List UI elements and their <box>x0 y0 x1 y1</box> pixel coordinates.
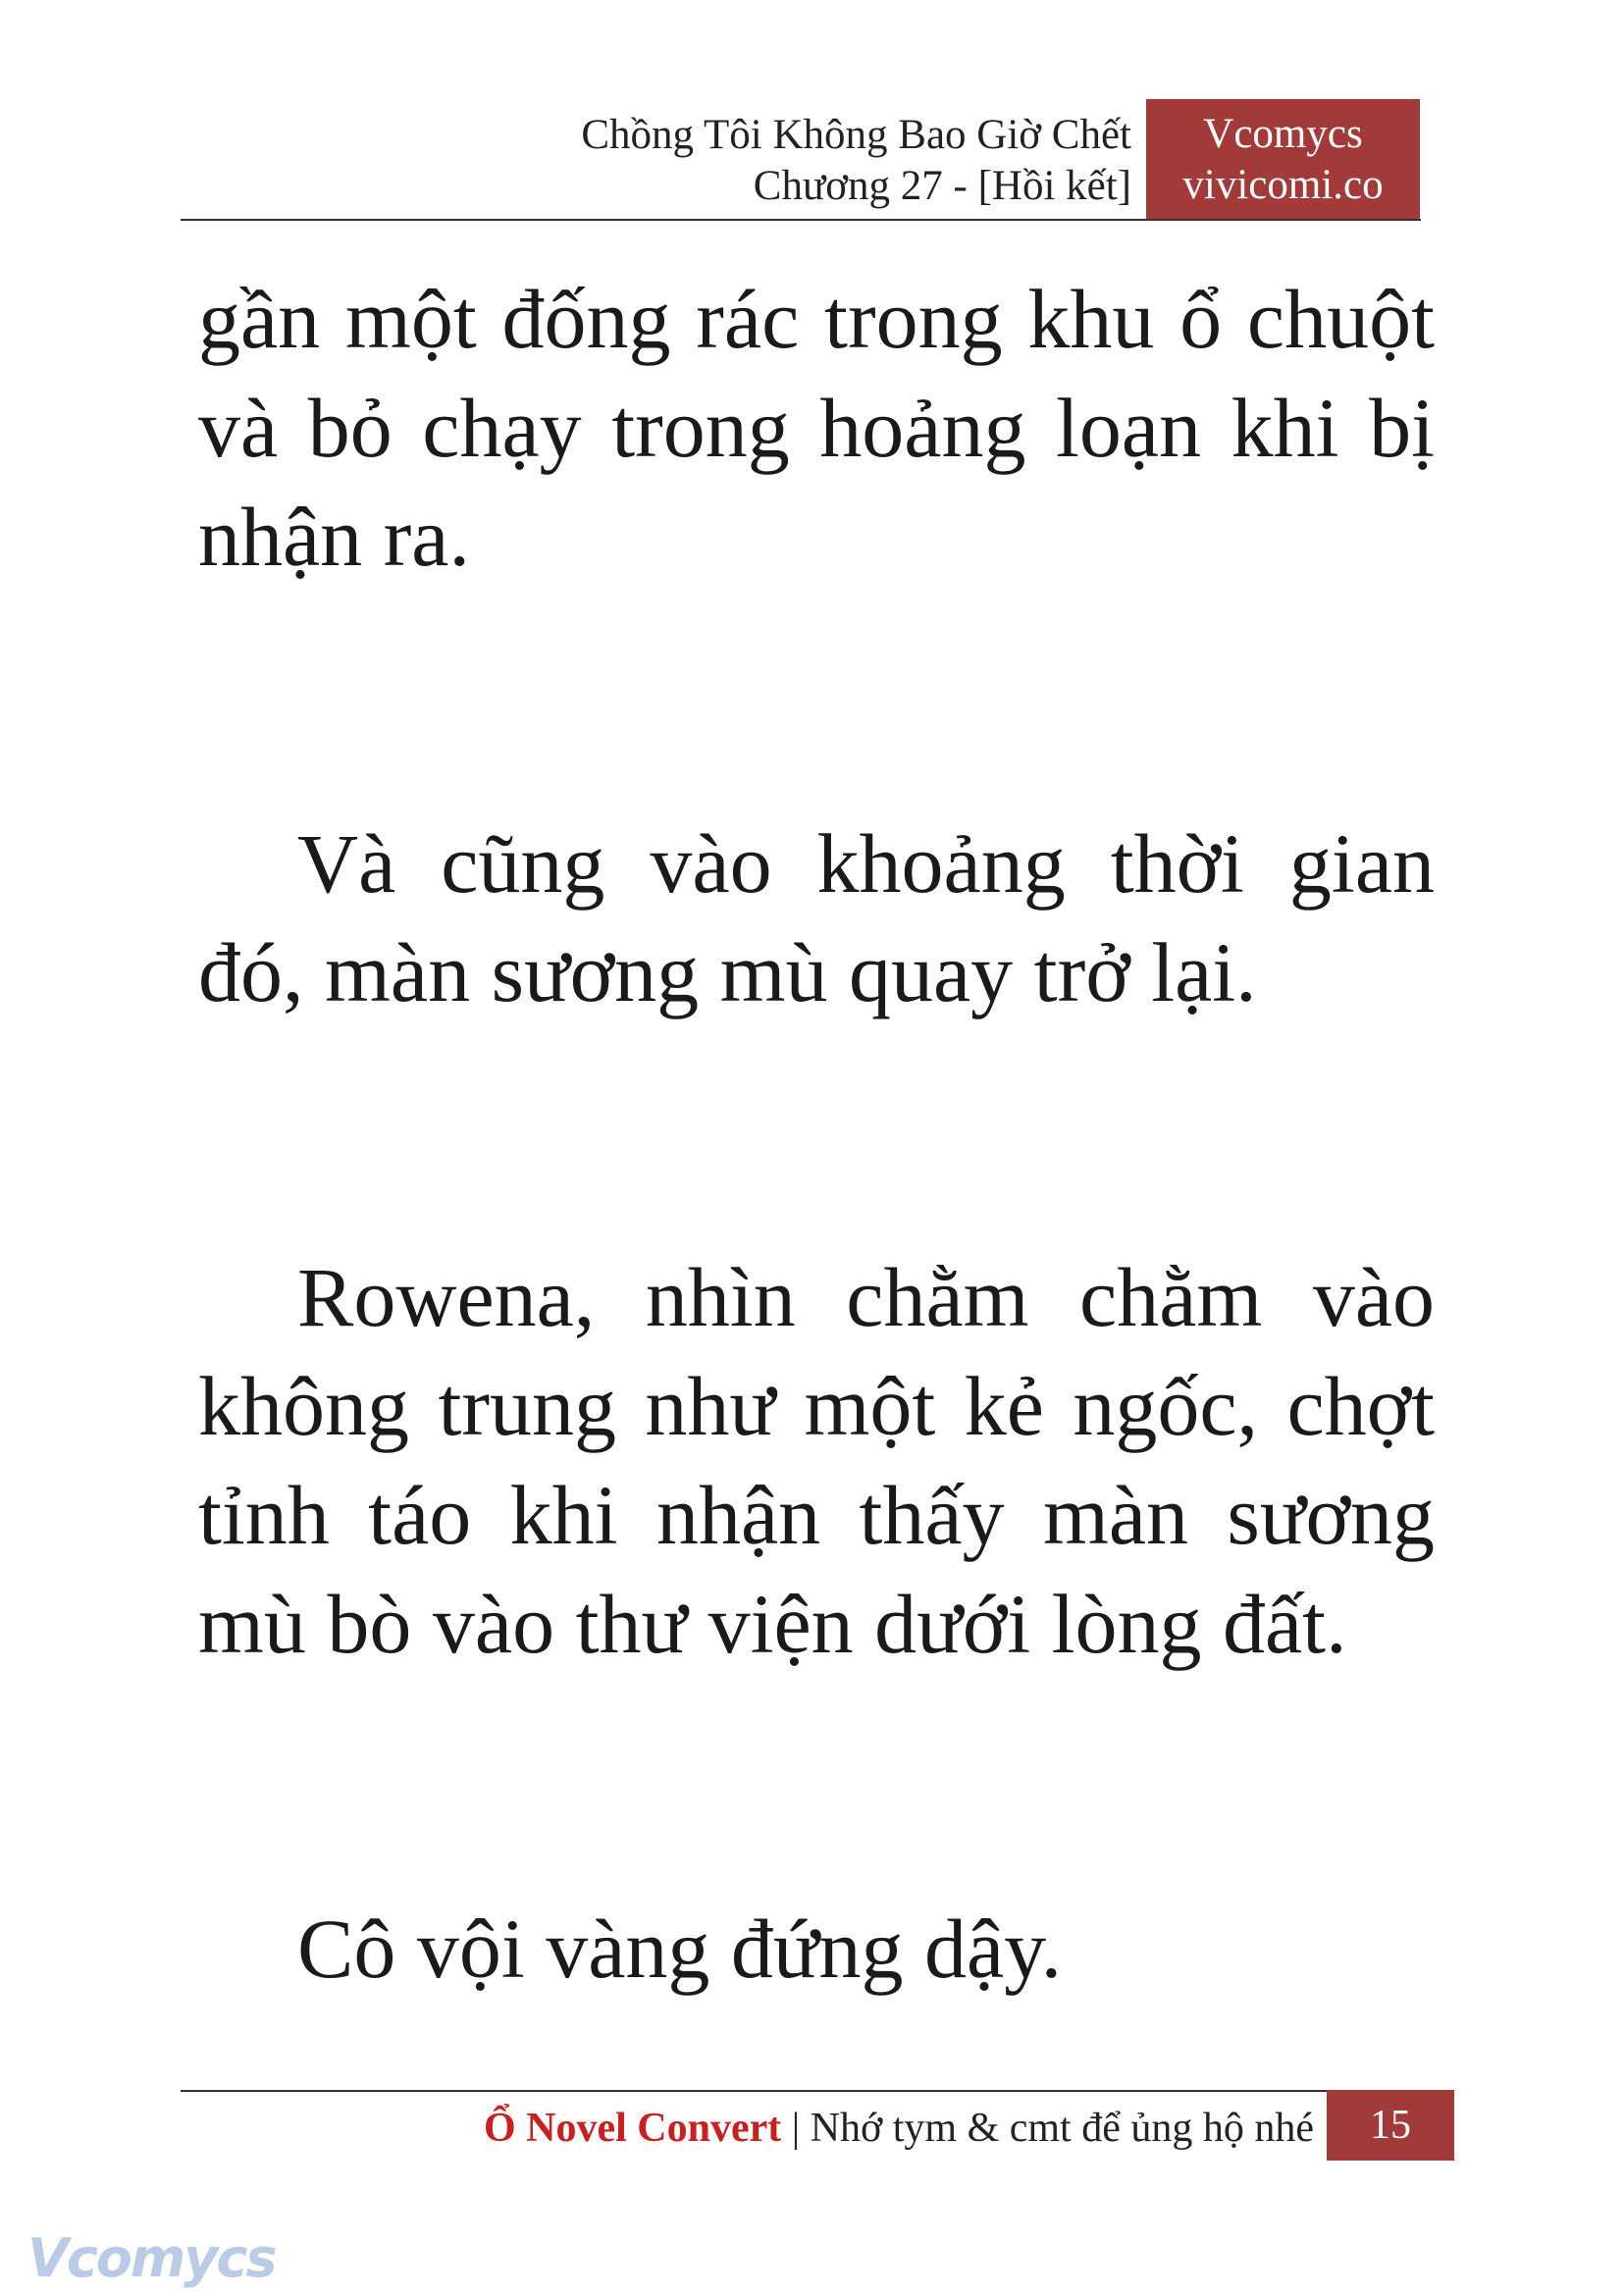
chapter-title: Chương 27 - [Hồi kết] <box>753 163 1131 209</box>
paragraph-2: Và cũng vào khoảng thời gian đó, màn sương mù quay trở lại. <box>198 816 1435 1019</box>
publisher-url: vivicomi.co <box>1182 162 1384 208</box>
paragraph-3: Rowena, nhìn chằm chằm vào không trung như một kẻ ngốc, chợt tỉnh táo khi nhận thấy màn sương mù bò vào thư viện dưới lòng đất. <box>198 1250 1435 1671</box>
paragraph-1: gần một đống rác trong khu ổ chuột và bỏ chạy trong hoảng loạn khi bị nhận ra. <box>198 272 1435 584</box>
paragraph-4: Cô vội vàng đứng dậy. <box>297 1902 1063 1996</box>
page-body <box>198 265 1435 2004</box>
header-divider <box>181 219 1421 221</box>
book-title: Chồng Tôi Không Bao Giờ Chết <box>581 112 1131 158</box>
watermark-logo: Vcomycs <box>27 2227 276 2289</box>
publisher-name: Vcomycs <box>1203 111 1363 157</box>
page-number: 15 <box>1327 2090 1454 2161</box>
page-footer <box>484 2098 1314 2159</box>
footer-divider <box>181 2090 1329 2092</box>
running-header <box>581 110 1131 212</box>
footer-brand: Ổ Novel Convert <box>483 2106 782 2151</box>
footer-separator: | <box>781 2106 811 2151</box>
publisher-badge <box>1146 99 1420 219</box>
footer-message: Nhớ tym & cmt để ủng hộ nhé <box>810 2106 1314 2151</box>
